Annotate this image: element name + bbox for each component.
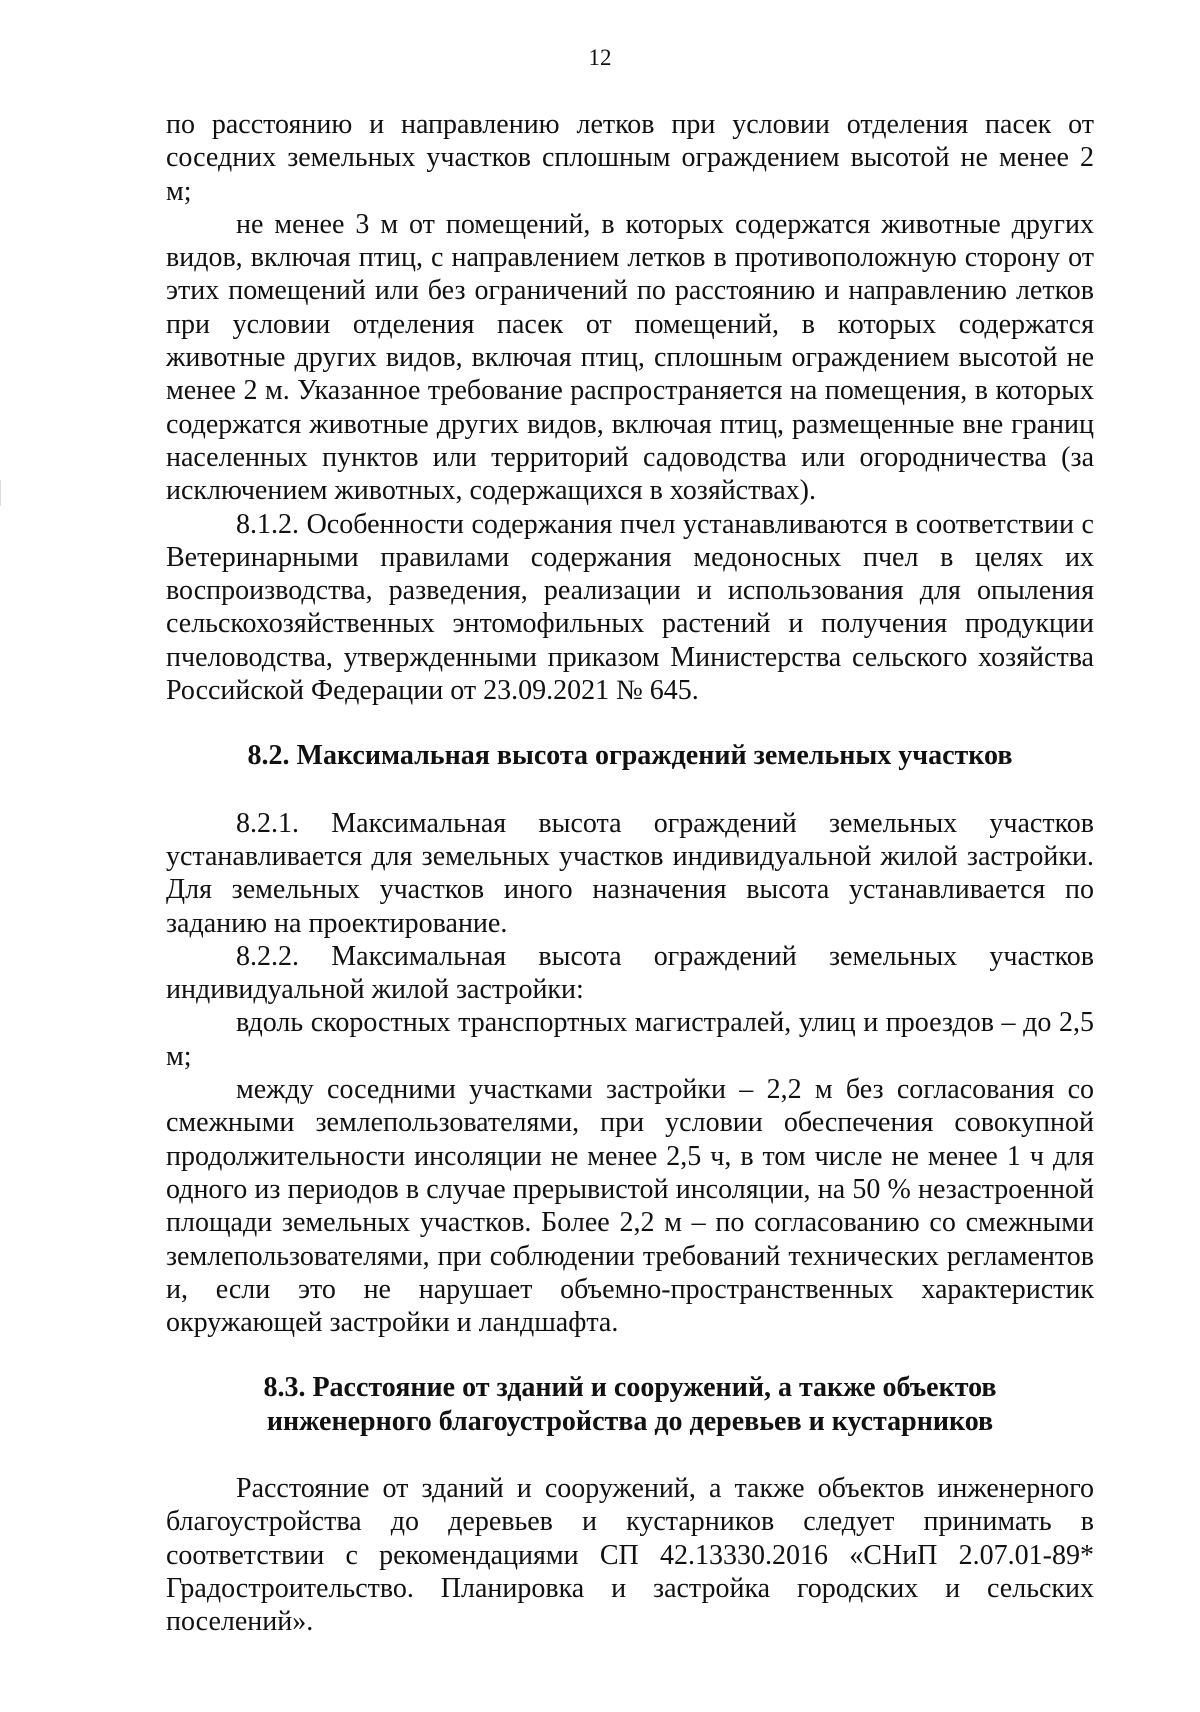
section-heading-8-2: 8.2. Максимальная высота ограждений земельных участков <box>247 740 1013 772</box>
paragraph: 8.1.2. Особенности содержания пчел устанавливаются в соответствии с Ветеринарными правилами содержания медоносных пчел в целях их воспроизводства, разведения, реализации и использования для опыления сельскохозяйственных энтомофильных растений и получения продукции пчеловодства, утвержденными приказом Министерства сельского хозяйства Российской Федерации от 23.09.2021 № 645. <box>166 508 1094 707</box>
paragraph: 8.2.2. Максимальная высота ограждений земельных участков индивидуальной жилой застройки: <box>166 940 1094 1006</box>
scan-margin-mark <box>0 480 1 506</box>
section-heading-line: инженерного благоустройства до деревьев и кустарников <box>266 1405 994 1437</box>
section-heading-line: 8.3. Расстояние от зданий и сооружений, а также объектов <box>263 1372 997 1404</box>
paragraph: между соседними участками застройки – 2,2 м без согласования со смежными землепользователями, при условии обеспечения совокупной продолжительности инсоляции не менее 2,5 ч, в том числе не менее 1 ч для одного из периодов в случае прерывистой инсоляции, на 50 % незастроенной площади земельных участков. Более 2,2 м – по согласованию со смежными землепользователями, при соблюдении требований технических регламентов и, если это не нарушает объемно-пространственных характеристик окружающей застройки и ландшафта. <box>166 1074 1094 1339</box>
paragraph: по расстоянию и направлению летков при условии отделения пасек от соседних земельных участков сплошным ограждением высотой не менее 2 м; <box>166 109 1094 207</box>
paragraph: Расстояние от зданий и сооружений, а также объектов инженерного благоустройства до деревьев и кустарников следует принимать в соответствии с рекомендациями СП 42.13330.2016 «СНиП 2.07.01-89* Градостроительство. Планировка и застройка городских и сельских поселений». <box>166 1472 1094 1638</box>
section-heading-8-3 <box>166 1371 1094 1438</box>
paragraph: вдоль скоростных транспортных магистралей, улиц и проездов – до 2,5 м; <box>166 1007 1094 1072</box>
paragraph: не менее 3 м от помещений, в которых содержатся животные других видов, включая птиц, с направлением летков в противоположную сторону от этих помещений или без ограничений по расстоянию и направлению летков при условии отделения пасек от помещений, в которых содержатся животные других видов, включая птиц, сплошным ограждением высотой не менее 2 м. Указанное требование распространяется на помещения, в которых содержатся животные других видов, включая птиц, размещенные вне границ населенных пунктов или территорий садоводства или огородничества (за исключением животных, содержащихся в хозяйствах). <box>166 208 1094 507</box>
page-number: 12 <box>588 45 612 70</box>
paragraph: 8.2.1. Максимальная высота ограждений земельных участков устанавливается для земельных участков индивидуальной жилой застройки. Для земельных участков иного назначения высота устанавливается по заданию на проектирование. <box>166 807 1094 939</box>
document-body <box>166 108 1094 1638</box>
